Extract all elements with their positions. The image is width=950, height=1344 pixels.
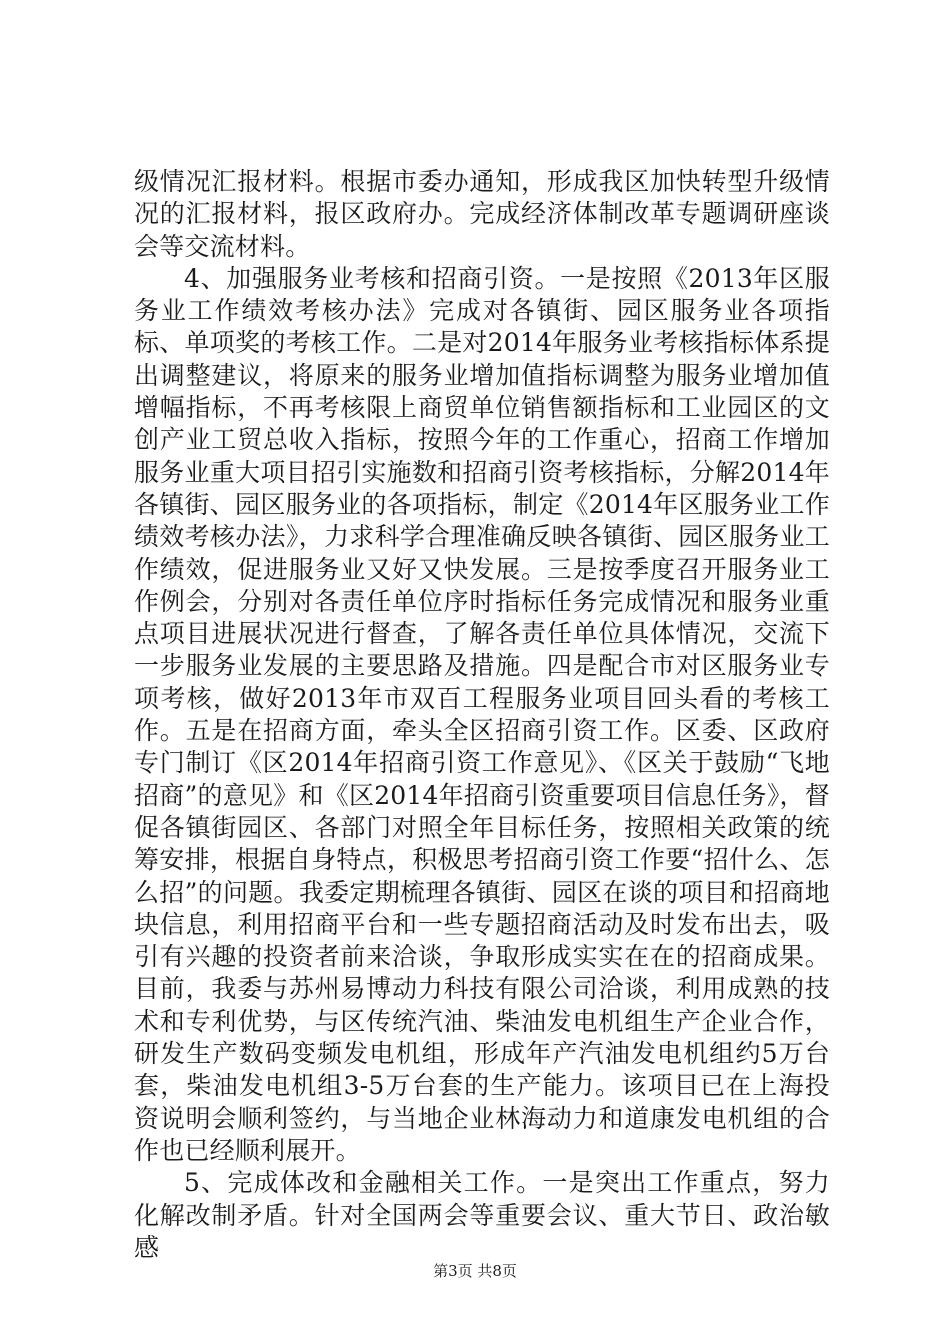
paragraph-item-5: 5、完成体改和金融相关工作。一是突出工作重点，努力化解改制矛盾。针对全国两会等重要会议、重大节日、政治敏感	[134, 1168, 830, 1262]
body-text	[134, 166, 830, 1264]
paragraph-item-4: 4、加强服务业考核和招商引资。一是按照《2013年区服务业工作绩效考核办法》完成对各镇街、园区服务业各项指标、单项奖的考核工作。二是对2014年服务业考核指标体系提出调整建议，将原来的服务业增加值指标调整为服务业增加值增幅指标，不再考核限上商贸单位销售额指标和工业园区的文创产业工贸总收入指标，按照今年的工作重心，招商工作增加服务业重大项目招引实施数和招商引资考核指标，分解2014年各镇街、园区服务业的各项指标，制定《2014年区服务业工作绩效考核办法》，力求科学合理准确反映各镇街、园区服务业工作绩效，促进服务业又好又快发展。三是按季度召开服务业工作例会，分别对各责任单位序时指标任务完成情况和服务业重点项目进展状况进行督查，了解各责任单位具体情况，交流下一步服务业发展的主要思路及措施。四是配合市对区服务业专项考核，做好2013年市双百工程服务业项目回头看的考核工作。五是在招商方面，牵头全区招商引资工作。区委、区政府专门制订《区2014年招商引资工作意见》、《区关于鼓励“飞地招商”的意见》和《区2014年招商引资重要项目信息任务》，督促各镇街园区、各部门对照全年目标任务，按照相关政策的统筹安排，根据自身特点，积极思考招商引资工作要“招什么、怎么招”的问题。我委定期梳理各镇街、园区在谈的项目和招商地块信息，利用招商平台和一些专题招商活动及时发布出去，吸引有兴趣的投资者前来洽谈，争取形成实实在在的招商成果。目前，我委与苏州易博动力科技有限公司洽谈，利用成熟的技术和专利优势，与区传统汽油、柴油发电机组生产企业合作，研发生产数码变频发电机组，形成年产汽油发电机组约5万台套，柴油发电机组3-5万台套的生产能力。该项目已在上海投资说明会顺利签约，与当地企业林海动力和道康发电机组的合作也已经顺利展开。	[134, 263, 830, 1165]
page-footer: 第3页 共8页	[433, 1262, 517, 1280]
paragraph-continuation: 级情况汇报材料。根据市委办通知，形成我区加快转型升级情况的汇报材料，报区政府办。完成经济体制改革专题调研座谈会等交流材料。	[134, 167, 830, 261]
